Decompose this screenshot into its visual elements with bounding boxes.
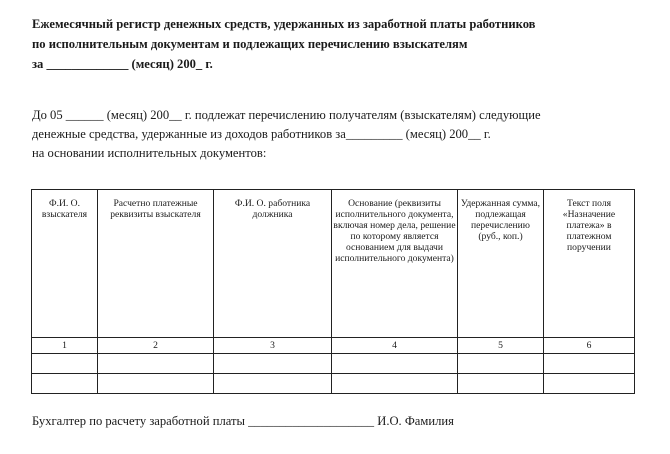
table-cell xyxy=(32,374,98,394)
accountant-signature-line: Бухгалтер по расчету заработной платы ____________________ И.О. Фамилия xyxy=(32,414,454,428)
col-number-4: 4 xyxy=(332,338,458,354)
col-header-debtor-name: Ф.И. О. работника должника xyxy=(214,190,332,338)
col-header-payment-details: Расчетно платежные реквизиты взыскателя xyxy=(98,190,214,338)
title-line-2: по исполнительным документам и подлежащих перечислению взыскателям xyxy=(32,37,468,51)
table-row xyxy=(32,374,635,394)
col-number-5: 5 xyxy=(458,338,544,354)
intro-line-1: До 05 ______ (месяц) 200__ г. подлежат перечислению получателям (взыскателям) следующие xyxy=(32,108,541,122)
table-cell xyxy=(332,374,458,394)
col-header-withheld-sum: Удержанная сумма, подлежащая перечислению (руб., коп.) xyxy=(458,190,544,338)
intro-line-2: денежные средства, удержанные из доходов работников за_________ (месяц) 200__ г. xyxy=(32,127,491,141)
table-cell xyxy=(32,354,98,374)
col-header-payment-purpose: Текст поля «Назначение платежа» в платежном поручении xyxy=(544,190,635,338)
table-cell xyxy=(214,354,332,374)
table-row xyxy=(32,354,635,374)
intro-paragraph xyxy=(32,106,652,163)
table-cell xyxy=(214,374,332,394)
table-cell xyxy=(544,374,635,394)
register-table xyxy=(31,189,635,394)
col-header-recoverer-name: Ф.И. О. взыскателя xyxy=(32,190,98,338)
table-cell xyxy=(98,354,214,374)
table-cell xyxy=(544,354,635,374)
table-header-row xyxy=(32,190,635,338)
col-number-2: 2 xyxy=(98,338,214,354)
intro-line-3: на основании исполнительных документов: xyxy=(32,146,267,160)
table-number-row xyxy=(32,338,635,354)
table-cell xyxy=(458,374,544,394)
col-header-grounds: Основание (реквизиты исполнительного документа, включая номер дела, решение по которому является основанием для выдачи исполнительного документа) xyxy=(332,190,458,338)
title-line-3: за _____________ (месяц) 200_ г. xyxy=(32,57,213,71)
table-cell xyxy=(458,354,544,374)
table-cell xyxy=(332,354,458,374)
col-number-6: 6 xyxy=(544,338,635,354)
col-number-1: 1 xyxy=(32,338,98,354)
table-cell xyxy=(98,374,214,394)
title-line-1: Ежемесячный регистр денежных средств, удержанных из заработной платы работников xyxy=(32,17,536,31)
col-number-3: 3 xyxy=(214,338,332,354)
register-title xyxy=(32,14,652,74)
